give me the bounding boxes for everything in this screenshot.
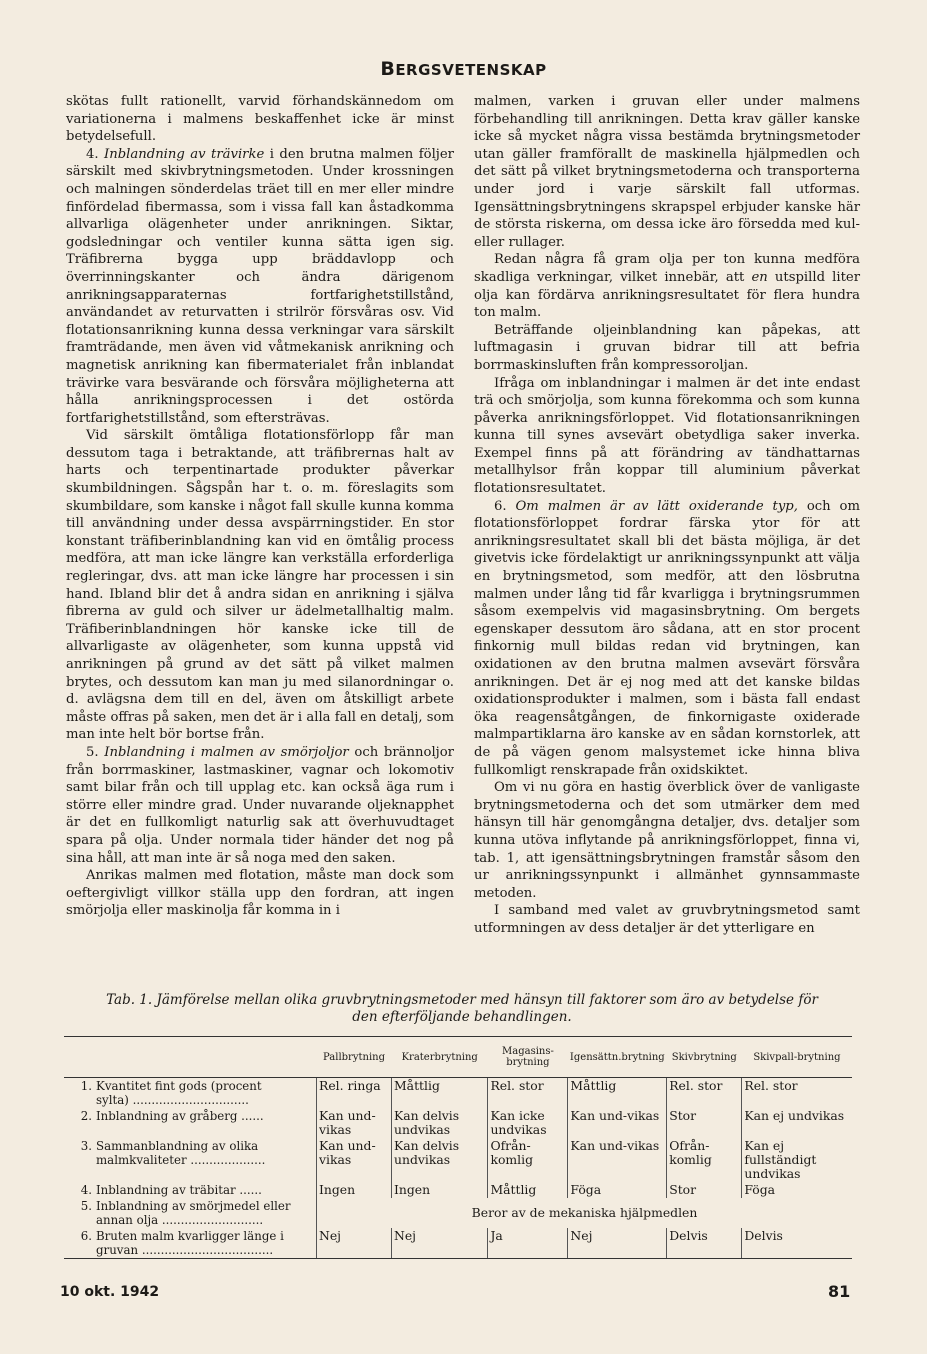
section-number: 4. — [86, 146, 105, 162]
table-cell: Kan icke undvikas — [488, 1108, 568, 1138]
row-number: 2. — [80, 1109, 92, 1123]
paragraph-text: i den brutna malmen följer särskilt med skivbrytningsmetoden. Under krossningen och malningen sönderdelas träet till en mer eller mindre finfördelad fibermassa, som i vissa fall kan åstadkomma allvarliga olägenheter under anrikningen. Siktar, godsledningar och ventiler kunna sätta igen sig. Träfibrerna bygga upp bräddavlopp och överrinningskanter och ändra därigenom anrikningsapparaternas fortfarighetstillstånd, användandet av returvatten i strilrör försvåras osv. Vid flotationsanrikning kunna dessa verkningar vara särskilt framträdande, men även vid våtmekanisk anrikning och magnetisk anrikning kan fibermaterialet från inblandat trävirke vara besvärande och försvåra möjligheterna att hålla anrikningsprocessen i det ostörda fortfarighetstillstånd, som eftersträvas. — [66, 146, 454, 426]
row-label-a: Sammanblandning av olika — [96, 1139, 259, 1153]
row-label-a: Inblandning av träbitar ...... — [96, 1183, 262, 1197]
section-heading: Inblandning i malmen av smörjoljor — [104, 744, 349, 760]
table-cell: Måttlig — [568, 1078, 667, 1109]
row-label-b: sylta) ............................... — [96, 1093, 249, 1107]
table-cell: Stor — [667, 1182, 742, 1198]
col-header: Magasins-brytning — [488, 1037, 568, 1078]
paragraph-text: och brännoljor från borrmaskiner, lastmaskiner, vagnar och lokomotiv samt bilar från och till upplag etc. kan också äga rum i större eller mindre grad. Under nuvarande oljeknapphet är det en fullkomligt naturlig sak att överhuvudtaget spara på olja. Under normala tider händer det nog på sina håll, att man inte är så noga med den saken. — [66, 744, 454, 866]
col-header: Igensättn.brytning — [568, 1037, 667, 1078]
caption-line-2: den efterföljande behandlingen. — [352, 1009, 572, 1025]
table-cell: Delvis — [667, 1228, 742, 1259]
page-number: 81 — [828, 1282, 851, 1301]
row-label — [64, 1138, 317, 1182]
row-label-a: Inblandning av smörjmedel eller — [96, 1199, 291, 1213]
table-cell: Måttlig — [392, 1078, 488, 1109]
left-column — [66, 93, 454, 920]
table-cell: Kan und-vikas — [568, 1138, 667, 1182]
table-cell: Nej — [317, 1228, 392, 1259]
section-number: 5. — [86, 744, 105, 760]
row-label — [64, 1198, 317, 1228]
table-cell: Ja — [488, 1228, 568, 1259]
row-number: 5. — [80, 1199, 92, 1213]
table-cell: Nej — [392, 1228, 488, 1259]
table-cell: Kan ej undvikas — [742, 1108, 852, 1138]
header-rest: ERGSVETENSKAP — [395, 61, 547, 79]
header-initial: B — [380, 58, 396, 80]
row-label — [64, 1108, 317, 1138]
table-header-row — [64, 1037, 852, 1078]
row-label — [64, 1228, 317, 1259]
left-paragraph-5: Anrikas malmen med flotation, måste man dock som oeftergivligt villkor ställa upp den fordran, att ingen smörjolja eller maskinolja får komma in i — [66, 868, 454, 919]
table-row — [64, 1182, 852, 1198]
header-blank — [64, 1037, 317, 1078]
table-cell: Ofrån-komlig — [667, 1138, 742, 1182]
table-cell: Stor — [667, 1108, 742, 1138]
paragraph-text: och om flotationsförloppet fordrar färska ytor för att anrikningsresultatet skall bli det bästa möjliga, är det givetvis icke fördelaktigt ur anrikningssynpunkt att välja en brytningsmetod, som medför, att den lösbrutna malmen under lång tid får kvarligga i brytningsrummen såsom exempelvis vid magasinsbrytning. Om bergets egenskaper dessutom äro sådana, att en stor procent finkornig mull bildas redan vid brytningen, kan oxidationen av den brutna malmen avsevärt försvåra anrikningen. Det är ej nog med att det kanske bildas oxidationsprodukter i malmen, som i bästa fall endast öka reagensåtgången, de finkornigaste oxiderade malmpartiklarna äro kanske av en sådan kornstorlek, att de på vägen genom malsystemet icke hinna bliva fullkomligt renskrapade från oxidskiktet. — [474, 498, 860, 778]
comparison-table-wrap — [64, 1036, 852, 1259]
right-paragraph-5 — [474, 498, 860, 780]
page-header — [0, 58, 927, 80]
table-row — [64, 1228, 852, 1259]
table-cell: Föga — [742, 1182, 852, 1198]
table-cell: Ingen — [392, 1182, 488, 1198]
row-number: 3. — [80, 1139, 92, 1153]
right-column — [474, 93, 860, 938]
table-cell: Nej — [568, 1228, 667, 1259]
row-label — [64, 1078, 317, 1109]
table-cell: Måttlig — [488, 1182, 568, 1198]
row-label-b: malmkvaliteter .................... — [96, 1153, 266, 1167]
table-row — [64, 1198, 852, 1228]
emphasis: en — [751, 269, 768, 285]
table-cell: Kan und-vikas — [317, 1108, 392, 1138]
col-header: Skivbrytning — [667, 1037, 742, 1078]
paragraph-text: utspilld liter olja kan fördärva anrikningsresultatet för flera hundra ton malm. — [474, 269, 861, 321]
row-label — [64, 1182, 317, 1198]
row-label-b: gruvan ................................... — [96, 1243, 274, 1257]
table-cell: Ingen — [317, 1182, 392, 1198]
table-cell: Kan ej fullständigt undvikas — [742, 1138, 852, 1182]
table-cell: Rel. stor — [742, 1078, 852, 1109]
col-header: Pallbrytning — [317, 1037, 392, 1078]
paragraph-text: Redan några få gram olja per ton kunna medföra skadliga verkningar, vilket innebär, att — [474, 252, 860, 285]
row-number: 1. — [80, 1079, 92, 1093]
table-row — [64, 1078, 852, 1109]
row-label-a: Kvantitet fint gods (procent — [96, 1079, 262, 1093]
left-paragraph-1: skötas fullt rationellt, varvid förhandskännedom om variationerna i malmens beskaffenhet icke är minst betydelsefull. — [66, 94, 454, 145]
row-label-a: Bruten malm kvarligger länge i — [96, 1229, 284, 1243]
col-header: Skivpall-brytning — [742, 1037, 852, 1078]
table-row — [64, 1138, 852, 1182]
merged-cell: Beror av de mekaniska hjälpmedlen — [317, 1198, 853, 1228]
right-paragraph-1: malmen, varken i gruvan eller under malmens förbehandling till anrikningen. Detta krav gäller kanske icke så mycket några vissa bestämda brytningsmetoder utan gäller framförallt de maskinella hjälpmedlen och det sätt på vilket brytningsmetoderna och transporterna under jord i varje särskilt fall utformas. Igensättningsbrytningens skrapspel erbjuder kanske här de största riskerna, om dessa icke äro försedda med kul- eller rullager. — [474, 94, 860, 250]
section-number: 6. — [494, 498, 516, 514]
left-paragraph-4 — [66, 744, 454, 867]
row-number: 4. — [80, 1183, 92, 1197]
table-cell: Delvis — [742, 1228, 852, 1259]
table-cell: Kan delvis undvikas — [392, 1108, 488, 1138]
table-cell: Rel. stor — [488, 1078, 568, 1109]
col-header: Kraterbrytning — [392, 1037, 488, 1078]
caption-line-1: Tab. 1. Jämförelse mellan olika gruvbrytningsmetoder med hänsyn till faktorer som äro av betydelse för — [106, 992, 818, 1008]
comparison-table — [64, 1036, 852, 1259]
section-heading: Om malmen är av lätt oxiderande typ, — [515, 498, 798, 514]
table-cell: Rel. ringa — [317, 1078, 392, 1109]
issue-date: 10 okt. 1942 — [60, 1284, 160, 1300]
table-row — [64, 1108, 852, 1138]
right-paragraph-7: I samband med valet av gruvbrytningsmetod samt utformningen av dess detaljer är det ytterligare en — [474, 903, 860, 936]
right-paragraph-3: Beträffande oljeinblandning kan påpekas, att luftmagasin i gruvan bidrar till att befria borrmaskinsluften från kompressoroljan. — [474, 322, 860, 373]
section-heading: Inblandning av trävirke — [104, 146, 265, 162]
table-cell: Rel. stor — [667, 1078, 742, 1109]
left-paragraph-3: Vid särskilt ömtåliga flotationsförlopp får man dessutom taga i betraktande, att träfibrernas halt av harts och terpentinartade produkter påverkar skumbildningen. Sågspån har t. o. m. föreslagits som skumbildare, som kanske i något fall skulle kunna komma till användning under dessa avspärrningstider. En stor konstant träfiberinblandning kan vid en ömtålig process medföra, att man icke längre kan verkställa erforderliga regleringar, dvs. att man icke längre har processen i sin hand. Ibland blir det å andra sidan en anrikning i själva fibrerna av guld och silver ur ädelmetallhaltig malm. Träfiberinblandningen hör kanske icke till de allvarligaste av olägenheter, som kunna uppstå vid anrikningen på grund av det sätt på vilket malmen brytes, och dessutom kan man ju med silanordningar o. d. avlägsna dem till en del, även om åtskilligt arbete måste offras på saken, men det är i alla fall en detalj, som man inte helt bör bortse från. — [66, 428, 454, 743]
table-cell: Kan und-vikas — [317, 1138, 392, 1182]
table-cell: Kan und-vikas — [568, 1108, 667, 1138]
right-paragraph-4: Ifråga om inblandningar i malmen är det inte endast trä och smörjolja, som kunna förekomma och som kunna påverka anrikningsförloppet. Vid flotationsanrikningen kunna till synes avsevärt obetydliga saker inverka. Exempel finns på att förändring av tändhattarnas metallhylsor från koppar till aluminium påverkat flotationsresultatet. — [474, 375, 860, 497]
left-paragraph-2 — [66, 146, 454, 428]
right-paragraph-2 — [474, 251, 860, 321]
right-paragraph-6: Om vi nu göra en hastig överblick över de vanligaste brytningsmetoderna och det som utmärker dem med hänsyn till här genomgångna detaljer, dvs. detaljer som kunna utöva inflytande på anrikningsförloppet, finna vi, tab. 1, att igensättningsbrytningen framstår såsom den ur anrikningssynpunkt i allmänhet gynnsammaste metoden. — [474, 780, 860, 901]
row-label-b: annan olja ........................... — [96, 1213, 264, 1227]
table-cell: Föga — [568, 1182, 667, 1198]
table-caption — [62, 992, 862, 1026]
table-cell: Kan delvis undvikas — [392, 1138, 488, 1182]
table-cell: Ofrån-komlig — [488, 1138, 568, 1182]
row-label-a: Inblandning av gråberg ...... — [96, 1109, 264, 1123]
row-number: 6. — [80, 1229, 92, 1243]
